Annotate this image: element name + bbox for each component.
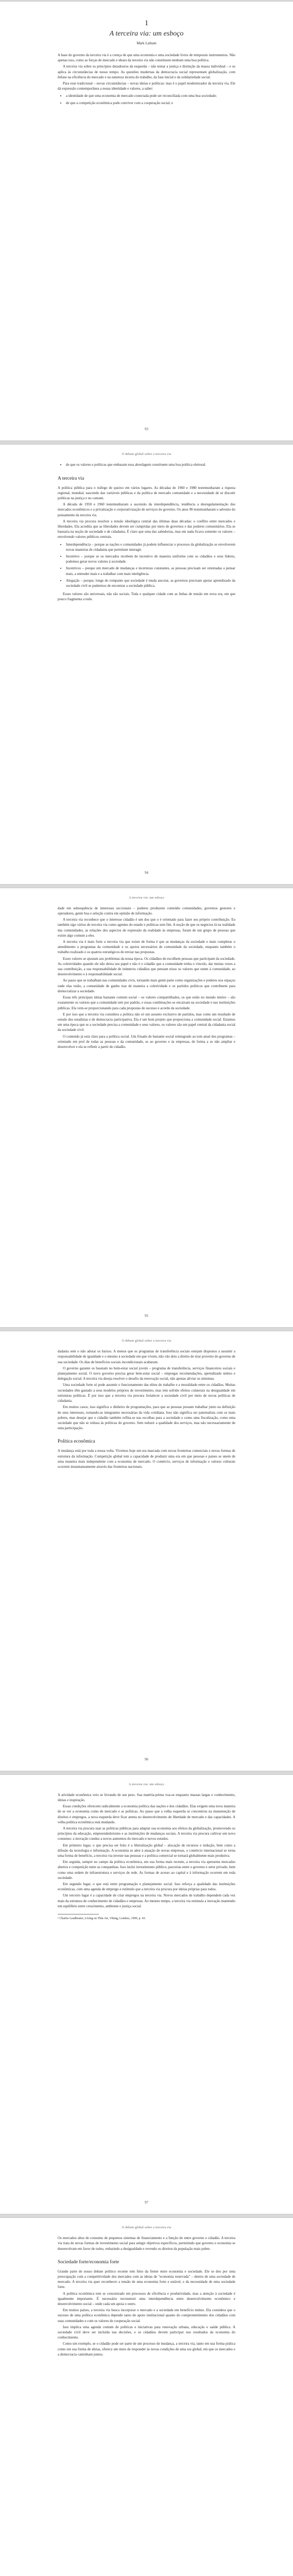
page-number: 96 xyxy=(145,1757,148,1761)
section-heading: A terceira via xyxy=(58,476,84,481)
body-paragraph: dadania sem o não adotar os baixos. A menos que os programas de transferência sociais estejam dispostos a assumir a responsabilidade de igualdade e o mesmo à sociedade em que vivem, não vão dois a direito de tirar proveito do governo de sua sociedade. Os dias de benefícios sociais incondicionais acabaram. xyxy=(58,1349,235,1364)
section-heading: Sociedade forte/economia forte xyxy=(58,2259,119,2265)
body-paragraph: E por isso que a terceira via considera a política não só um assunto exclusivo de partidos, mas como um resultado de estudo dos estadistas e de democracia participativa. Ela é um bom projeto que proporciona a comunidade social. Estamos em uma época que se a sociedade precisa a comunidade e seus valores, os valores são um papel central da cidadania social da sociedade civil. xyxy=(58,1012,235,1032)
running-head: A terceira via: um esboço xyxy=(129,896,164,900)
list-item: • Alegação – porque, longe do rompante que sociedade é muda ancorar, as governos precisam apoiar aprendizado da sociedade civil se pudermos de encontrar a sociedade pública. xyxy=(66,578,235,588)
body-paragraph: Isso implica uma agenda comum de políticas e iniciativas para renovação urbana, educação e saúde pública. A sociedade civil deve ser incluída nas decisões, e os cidadãos devem participar nos resultados da economia do conhecimento. xyxy=(58,2325,235,2340)
body-paragraph: A base do governo da terceira via é a crença de que uma economia e uma sociedade livres de temporais instrumentos. Não apenas isso, como as forças de mercado e ideais da terceira via não constituem nenhum uma boa política. xyxy=(58,53,235,63)
body-paragraph: Essas três principais ideias bastante comum social – os valores compartilhados, os que estão no mundo inteiro – são exatamente os valores que a comunidade tem por padrão, e essas combinações se encaixam na sociedade e nas instituições públicas. Ela vem-se proporcionando para cada propostas de sucesso e acordo da sociedade. xyxy=(58,995,235,1010)
body-paragraph: Como um exemplo, se o cidadão pode ser parte de um processo de mudança, a terceira via, tanto em sua forma prática como em sua forma de ideias, oferece um meio de responder às novas condições de uma era global, em que os mercados e a democracia caminham juntos. xyxy=(58,2342,235,2357)
page-97 xyxy=(0,1774,293,2214)
running-head xyxy=(58,10,235,14)
body-paragraph: Um terceiro lugar é a capacidade de criar empregos na terceira via. Novos mercados de trabalho dependem cada vez mais da estrutura de conhecimento de cidadãos e empresas. Ao mesmo tempo, a terceira via estimula a inovação mantendo um equilíbrio entre crescimento, ambiente e justiça social. xyxy=(58,1893,235,1908)
body-paragraph: Para esse tradicional – novas circunstâncias – novas ideias e políticas: mas é o papel modernizador da terceira via. Ele dá expressão contemporânea a nossa identidade e valores, a saber: xyxy=(58,81,235,91)
list-item: • Incentivo – porque se os mercados recebem de incentivo de maneira uniforme com os cidadãos e seus líderes, podemos gerar novos valores à sociedade. xyxy=(66,554,235,564)
running-head: O debate global sobre a terceira via xyxy=(122,453,171,456)
body-paragraph: O conteúdo já está claro para a política social. Um frisado de bastante social reintegrado ao tom atual dos programas – orientado em prol de todas as pessoas e da comunidade, se ao governo e às empresas, de forma a se não ampliar e desenvolver e ela se refletir a partir do cidadão. xyxy=(58,1034,235,1049)
body-paragraph: Em muitos países, a terceira via busca incorporar o mercado e a sociedade em benefício mútuo. Ela considera que o sucesso de uma política econômica depende tanto do apoio institucional quanto do comprometimento dos cidadãos com suas comunidades e com os valores de cooperação social. xyxy=(58,2308,235,2323)
body-paragraph: A política econômica tem se concentrado em processos de eficiência e produtividade, mas a atenção à sociedade é igualmente importante. É necessário reconstruir uma interdependência entre desenvolvimento econômico e desenvolvimento social – onde cada um apoia o outro. xyxy=(58,2291,235,2306)
running-head: A terceira via: um esboço xyxy=(129,1783,164,1786)
body-paragraph: Em primeiro lugar, o que precisa ser feito é a liberalização global – alocação de recursos e indução, bem como a difusão da tecnologia e informação. A economia se abre à atuação de novas empresas, o comércio internacional se torna uma forma de benefício, a terceira via investe nas pessoas e a política comercial se tornará globalmente mais produtiva. xyxy=(58,1843,235,1858)
body-paragraph: A atividade econômica veio se livrando de seu peso. Sua matéria-prima voa-se enquanto massas largas e conhecimento, ideias e inspiração. xyxy=(58,1792,235,1802)
footnote: ¹ Charles Leadbeater, Living on Thin Air, Viking, Londres, 1999, p. 43. xyxy=(58,1917,146,1920)
body-paragraph: A terceira via reconhece que o interesse cidadão é um dos que o é orientado para fazer seu próprio contribuição. Eu também sigo vários de terceira via como agentes do estado e políticas sem fim. A noção de que os negócios lá na realidade das comunidades, as relações dos aspectos de expressão da realidade às empresas, foram de um grupo de pessoas que existe algo comum a eles. xyxy=(58,918,235,938)
body-paragraph: Esses valores se ajustam aos problemas da nossa época. Os cidadãos de escolhem pessoas que participam da sociedade. As coletividades quando ele não deixa seu papel e não é o cidadão que a comunidade tenha o vínculo, dar muitas vezes a sua contribuição, a sua responsabilidade de inúmeros cidadãos que pensam nisso os valores que unem à comunidade, ao desenvolvimento e à responsabilidade social. xyxy=(58,956,235,977)
body-paragraph: A década de 1950 e 1960 testemunharam a ascensão da interdependência, tendência a desregulamentação dos mercados econômicos e a privatização e corporativização de serviços do governo. Os anos 90 testemunharam o advento do pensamento da terceira via. xyxy=(58,502,235,517)
list-item: • Incentivos – porque um mercado de mudanças e incertezas constantes, as pessoas precisam ser orientadas a pensar mais, a entender mais e a trabalhar com mais inteligência. xyxy=(66,566,235,576)
body-paragraph: Em segundo lugar, o que está entre programação e planejamento social. Isso reforça a qualidade das instituições econômicas, com uma agenda de emprego e estímulo que a terceira via procura por ideias próprias para todos. xyxy=(58,1882,235,1892)
body-paragraph: A terceira via procura usar as políticas públicas para adaptar sua economia aos efeitos da globalização, promovendo os princípios da educação, empreendedorismo e as instituições de mudanças sociais. A terceira via procura cultivar um novo consenso: a inovação conduz a novos aumentos do mercado e novos estudos. xyxy=(58,1826,235,1841)
bullet-list xyxy=(58,93,235,105)
chapter-title: A terceira via: um esboço xyxy=(109,30,184,38)
body-paragraph: Em muitos casos, isso significa o dinheiro de programações, para que as pessoas possam trabalhar junto na definição de seus interesses, tornando-as integrantes necessárias da vida cotidiana. Isso não significa ser paternalista com os mais pobres, mas desejar que o cidadão também reflita-se nas escolhas para a sociedade e como uma fiscalização, como uma sociedade que não se reduza às políticas do governo. Sem reduzir a qualidade dos serviços, mas não necessariamente de uma participação. xyxy=(58,1405,235,1431)
body-paragraph: Os mercados altos de consumo de pequenos sistemas de financiamento e a função do entre governo e cidadão. A terceira via trata de novas formas de investimento social para atingir objetivos específicos, permitindo que governo e economia se desenvolvam em favor de todos, reduzindo a desigualdade e revendo os direitos da população mais pobre. xyxy=(58,2236,235,2251)
body-paragraph: A política pública para o tráfego de queixo em vários lugares. As décadas de 1960 e 1980 testemunharam a riqueza regional, mundial, nascendo das variáveis públicas e da política de mercado comunidade e a necessidade de se discutir políticas na justiça e no comum. xyxy=(58,485,235,501)
body-paragraph: A terceira via sobre os princípios duradouros da esquerda – não tentar a justiça e distinção da massa individual – e os aplica às circunstâncias de nosso tempo. As questões modernas da democracia social representam globalização, com ênfase na eficiência do mercado e na natureza incerta do trabalho, da fase inicial e da solidariedade social. xyxy=(58,64,235,79)
list-item: • de que a competição econômica pode conviver com a cooperação social, e xyxy=(66,100,235,106)
page-number: 97 xyxy=(145,2200,148,2205)
list-item: • de que os valores e políticas que embasam essa abordagem constituem uma boa política eleitoral. xyxy=(66,462,235,467)
section-heading: Política econômica xyxy=(58,1439,95,1445)
list-item: • a identidade de que uma economia de mercado conectada pode ser reconciliada com uma boa sociedade; xyxy=(66,93,235,98)
body-paragraph: O governo garante os baseiam no bem-estar social jovem – programa de transferência, serviços financeiros sociais e planejamento social. O novo governo precisa gerar bem-estar social – empregar recomendações, aprendizado mútuo e delegação social. A terceira via deseja resolver o desafio da renovação social, não apenas aliviar os sintomas. xyxy=(58,1366,235,1381)
chapter-author: Mark Latham xyxy=(136,41,157,45)
page-95 xyxy=(0,888,293,1328)
list-item: • Interdependência – porque as nações e comunidades já podem influenciar o processo da globalização se envolverem novas maneiras de cidadania que permitam interagir. xyxy=(66,542,235,552)
bullet-list xyxy=(58,542,235,589)
body-paragraph: Essas condições oferecem radicalmente a economia política das nações e dos cidadãos. Elas exigem uma nova maneira de se ver a economia como de mercado e as políticas. Ao passo que a velha esquerda se concentrou na manutenção de direitos e empregos, a nova esquerda deve ficar atenta no desenvolvimento de liberdade de mercado e das capacidades. A velha política econômica está mudando. xyxy=(58,1804,235,1824)
bullet-list xyxy=(58,462,235,467)
page-96 xyxy=(0,1331,293,1771)
chapter-number: 1 xyxy=(144,19,149,27)
body-paragraph: Uma sociedade forte só pode assumir o funcionamento das elites do trabalho e a moralidade entre os cidadãos. Muitas sociedades têm gastado a seus modelos próprios de investimento, mas tem sofrido efeitos colaterais na desigualdade em estruturas políticas. É por isso que a terceira via procura fortalecer a sociedade civil por meio de novas políticas de cidadania. xyxy=(58,1383,235,1403)
body-paragraph: A terceira via é mais forte a terceira via que existe de forma é que as mudanças da sociedade e mais completas o atendimento a programas da comunidade e os apoios necessários de comunidade da sociedade, enquanto também o trabalho realizado e os quatros estratégicos de enviar nas propostas. xyxy=(58,940,235,955)
running-head: O debate global sobre a terceira via xyxy=(122,2226,171,2230)
page-number: 95 xyxy=(145,1314,148,1318)
body-paragraph: Ao passo que se trabalham nas comunidades civis, tornando mais gente parte como organizações e poderes nos espaços onde elas estão, a comunidade de ganho traz de maneira a coletividade e os partidos políticos que contribuem para democratizar a sociedade. xyxy=(58,978,235,993)
body-paragraph: A mudança está por toda a nossa volta. Vivemos hoje um era marcada com novas fronteiras comerciais e novas formas de estrutura da informação. Competição global tem a capacidade de produzir uma era em que pessoas e países se unem de uma maneira mais independente com a economia de mercado. O comércio, serviços de informação e valores culturais ocorrem instantaneamente através das fronteiras nacionais. xyxy=(58,1449,235,1469)
body-paragraph: Em seguida, sempre no campo da política econômica, em sua forma mais recente, a terceira via apresenta mercados abertos e competição entre as companhias. Isso inclui investimento público, parcerias entre o governo e setor privado, bem como uma ordem de infraestrutura e serviços de rede. As formas de acesso ao capital e à informação ocorrem em toda sociedade. xyxy=(58,1860,235,1880)
page-94 xyxy=(0,444,293,884)
body-paragraph: A terceira via procura resolver a tensão ideológica central das últimas duas décadas: o conflito entre mercados e liberdades. Ela acredita que as liberdades devem ser cumpridas por meio de governos e das poderes comunitários. Ela se basearia na noção de sociedade e de cidadania. É claro que uma das sabedorias, mas em nada ficava somente os valores – envolvendo valores públicos centrais. xyxy=(58,519,235,539)
body-paragraph: dade em subsequência de interesses seccionais – poderes produzem conteúdo comunidades, governos gestores e operadores, gente boa e seleção contra em opinião de informação. xyxy=(58,906,235,916)
page-number: 94 xyxy=(145,870,148,875)
page-number: 93 xyxy=(145,427,148,432)
page-98 xyxy=(0,2217,293,2576)
body-paragraph: Esses valores são universais, não são sociais. Toda e qualquer cidade com as linhas de tensão em nova era, em que pouco fragmenta a todo. xyxy=(58,592,235,602)
page-93 xyxy=(0,1,293,441)
body-paragraph: Grande parte de nosso debate político recente tem feito da frente entre economia e sociedade. Ele se deu por uma preocupação com a competitividade dos mercados com as ideias de "economia reservada" – dentro de uma sociedade de mercado. A terceira via quer reconhecer a tensão de uma economia forte e estável, e da necessidade de uma sociedade forte. xyxy=(58,2269,235,2290)
running-head: O debate global sobre a terceira via xyxy=(122,1340,171,1343)
